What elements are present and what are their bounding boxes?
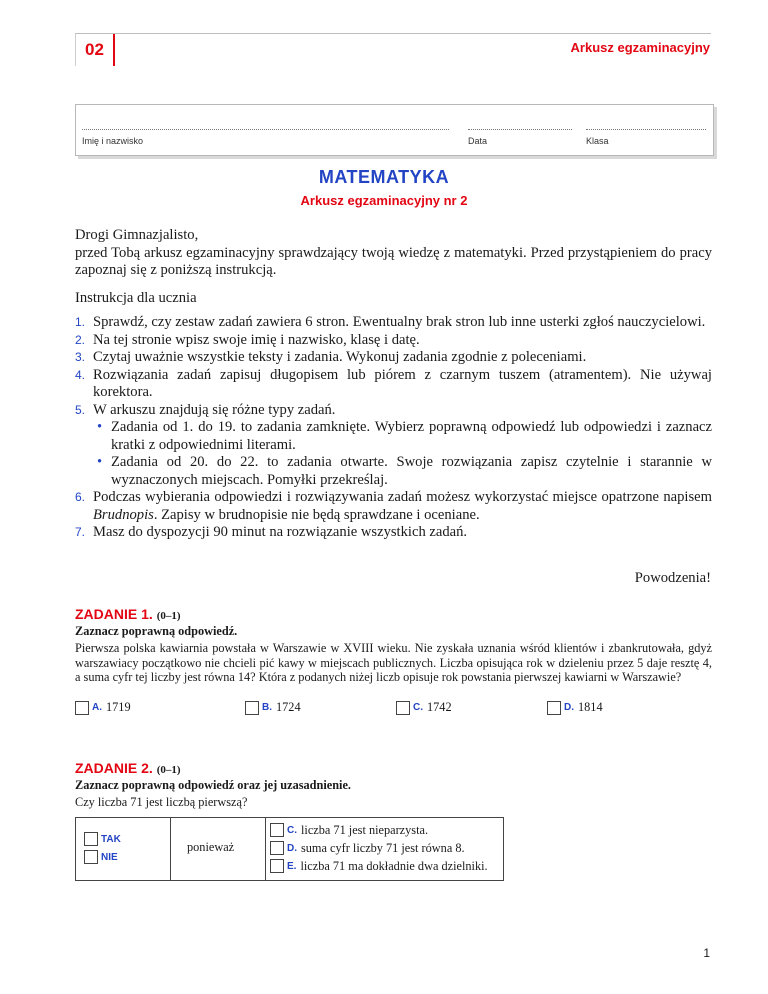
- list-item: [75, 332, 712, 350]
- option-letter: C.: [413, 702, 423, 713]
- checkbox[interactable]: [75, 701, 89, 715]
- item-text: Podczas wybierania odpowiedzi i rozwiązywania zadań możesz wykorzystać miejsce opatrzone napisem: [93, 489, 712, 505]
- checkbox[interactable]: [84, 850, 98, 864]
- checkbox[interactable]: [270, 841, 284, 855]
- option-letter: B.: [262, 702, 272, 713]
- sub-item-text: Zadania od 1. do 19. to zadania zamknięte. Wybierz poprawną odpowiedź lub odpowiedzi i zaznacz kratki z odpowiednimi literami.: [111, 419, 712, 453]
- instructions-list: [75, 314, 712, 542]
- intro: [75, 227, 712, 280]
- option-value: 1814: [578, 700, 603, 714]
- option-label: NIE: [101, 851, 118, 863]
- name-line[interactable]: [82, 129, 449, 130]
- checkbox[interactable]: [270, 859, 284, 873]
- task1-text: Pierwsza polska kawiarnia powstała w Warszawie w XVIII wieku. Nie zyskała uznania wśród klientów i zbankrutowała, gdyż warszawiacy początkowo nie chcieli pić kawy w miejscach publicznych. Liczba opisująca rok w dzieleniu przez 5 daje resztę 4, a suma cyfr tej liczby jest równa 14? Która z podanych niżej liczb opisuje rok powstania pierwszej kawiarni w Warszawie?: [75, 641, 712, 684]
- name-label: Imię i nazwisko: [82, 136, 144, 146]
- bullet-icon: •: [97, 419, 103, 435]
- task1-option-d[interactable]: [547, 700, 603, 715]
- header-rule: [75, 33, 711, 34]
- yes-no-cell: [76, 818, 171, 880]
- footer-page-number: 1: [703, 946, 710, 960]
- checkbox[interactable]: [547, 701, 561, 715]
- option-letter: D.: [564, 702, 574, 713]
- task2-question: Czy liczba 71 jest liczbą pierwszą?: [75, 795, 248, 809]
- class-label: Klasa: [586, 136, 609, 146]
- task2-label: ZADANIE 2.: [75, 760, 153, 776]
- item-text: . Zapisy w brudnopisie nie będą sprawdzane i oceniane.: [153, 506, 480, 523]
- task1-option-b[interactable]: [245, 700, 301, 715]
- item-text: Czytaj uważnie wszystkie teksty i zadania. Wykonuj zadania zgodnie z poleceniami.: [93, 349, 587, 365]
- checkbox[interactable]: [270, 823, 284, 837]
- closing-text: Powodzenia!: [634, 570, 711, 586]
- option-value: 1742: [427, 700, 452, 714]
- reasons-cell: [266, 818, 503, 880]
- document-subtitle: Arkusz egzaminacyjny nr 2: [300, 193, 468, 208]
- reason-d[interactable]: [270, 839, 488, 857]
- bullet-icon: •: [97, 454, 103, 470]
- checkbox[interactable]: [396, 701, 410, 715]
- option-nie[interactable]: [84, 848, 125, 866]
- sub-list-item: [75, 454, 712, 489]
- because-cell: [171, 818, 266, 880]
- task2-answer-table: [75, 817, 504, 881]
- item-text: Masz do dyspozycji 90 minut na rozwiązanie wszystkich zadań.: [93, 524, 468, 540]
- item-text-italic: Brudnopis: [93, 506, 154, 523]
- reason-text: suma cyfr liczby 71 jest równa 8.: [301, 840, 465, 855]
- item-number: 7.: [75, 525, 86, 539]
- reason-e[interactable]: [270, 857, 488, 875]
- task2-points: (0–1): [156, 764, 181, 776]
- task2-heading: [75, 760, 181, 776]
- list-item: [75, 402, 712, 420]
- date-label: Data: [468, 136, 488, 146]
- task1-label: ZADANIE 1.: [75, 606, 153, 622]
- class-line[interactable]: [586, 129, 706, 130]
- sub-item-text: Zadania od 20. do 22. to zadania otwarte. Swoje rozwiązania zapisz czytelnie i starannie w wyznaczonych miejscach. Pomyłki przekreślaj.: [111, 454, 712, 488]
- option-letter: A.: [92, 702, 102, 713]
- task1-instruction: Zaznacz poprawną odpowiedź.: [75, 624, 238, 638]
- item-number: 5.: [75, 402, 86, 417]
- item-number: 4.: [75, 367, 86, 382]
- student-id-box: [75, 104, 714, 156]
- item-number: 2.: [75, 332, 86, 347]
- list-item: [75, 524, 712, 542]
- option-tak[interactable]: [84, 830, 125, 848]
- header-title: Arkusz egzaminacyjny: [570, 40, 710, 55]
- reason-text: liczba 71 jest nieparzysta.: [301, 822, 429, 837]
- reason-c[interactable]: [270, 821, 488, 839]
- reason-letter: C.: [287, 824, 297, 836]
- task1-points: (0–1): [156, 610, 181, 622]
- reason-text: liczba 71 ma dokładnie dwa dzielniki.: [300, 858, 488, 873]
- item-number: 1.: [75, 315, 86, 329]
- item-text: Rozwiązania zadań zapisuj długopisem lub piórem z czarnym tuszem (atramentem). Nie używaj korektora.: [93, 366, 712, 400]
- intro-text: przed Tobą arkusz egzaminacyjny sprawdzający twoją wiedzę z matematyki. Przed przystąpieniem do pracy zapoznaj się z poniższą instrukcją.: [75, 244, 712, 278]
- option-value: 1719: [106, 700, 131, 714]
- checkbox[interactable]: [84, 832, 98, 846]
- because-text: ponieważ: [187, 840, 235, 854]
- item-text: Sprawdź, czy zestaw zadań zawiera 6 stron. Ewentualny brak stron lub inne usterki zgłoś nauczycielowi.: [93, 314, 706, 330]
- date-line[interactable]: [468, 129, 572, 130]
- item-number: 6.: [75, 490, 86, 504]
- task2-instruction: Zaznacz poprawną odpowiedź oraz jej uzasadnienie.: [75, 778, 351, 792]
- item-text: Na tej stronie wpisz swoje imię i nazwisko, klasę i datę.: [93, 331, 420, 348]
- reason-letter: D.: [287, 842, 297, 854]
- option-label: TAK: [101, 833, 121, 845]
- checkbox[interactable]: [245, 701, 259, 715]
- list-item: [75, 349, 712, 367]
- list-item: [75, 314, 712, 332]
- item-text: W arkuszu znajdują się różne typy zadań.: [93, 401, 336, 418]
- sub-list-item: [75, 419, 712, 454]
- option-value: 1724: [276, 700, 301, 714]
- instructions-heading: Instrukcja dla ucznia: [75, 290, 197, 306]
- task1-heading: [75, 606, 181, 622]
- list-item: [75, 489, 712, 524]
- task1-option-a[interactable]: [75, 700, 131, 715]
- task1-option-c[interactable]: [396, 700, 452, 715]
- reason-letter: E.: [287, 860, 297, 872]
- intro-greeting: Drogi Gimnazjalisto,: [75, 227, 199, 243]
- document-title: MATEMATYKA: [318, 167, 450, 187]
- page-number-tab: 02: [75, 34, 115, 66]
- item-number: 3.: [75, 350, 86, 364]
- list-item: [75, 367, 712, 402]
